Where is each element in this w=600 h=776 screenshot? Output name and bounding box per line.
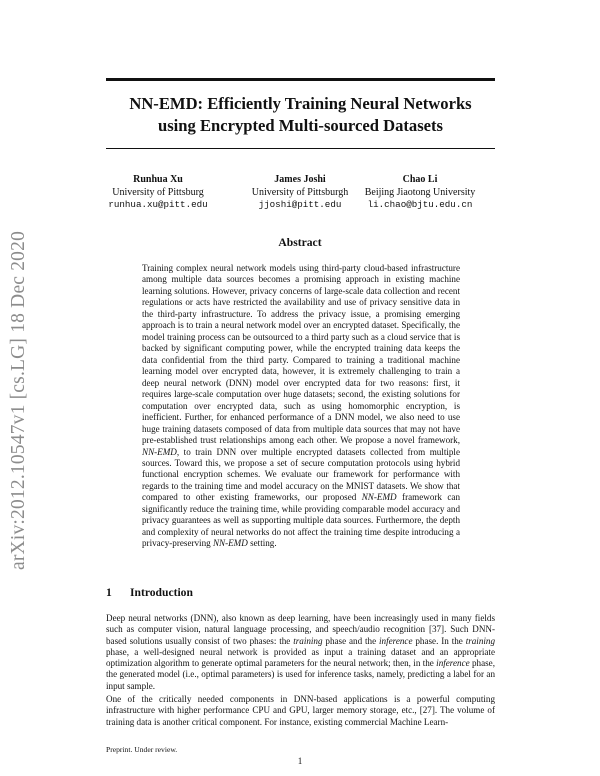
author-email: jjoshi@pitt.edu [258, 199, 342, 210]
author-name: Chao Li [402, 174, 438, 185]
paragraph-text-part: Deep neural networks (DNN), also known as deep learning, have been increasingly used in many fields such as computer vision, natural language processing, and speech/audio recognition [37]. Such DNN-based solutions usually consist of two phases: the [106, 613, 495, 646]
emphasis-training: training [465, 635, 495, 646]
section-title: Introduction [130, 586, 193, 599]
author-james-joshi [240, 174, 360, 212]
intro-paragraph-1 [106, 613, 495, 692]
abstract-text-part: setting. [247, 538, 277, 549]
paragraph-text-part: phase and the [322, 635, 379, 646]
title-line-1: NN-EMD: Efficiently Training Neural Networks [129, 94, 472, 113]
intro-paragraph-2: One of the critically needed components in DNN-based applications is a powerful computing infrastructure with higher performance CPU and GPU, larger memory storage, etc., [27]. The volume of training data is another critical component. For instance, existing commercial Machine Learn- [106, 694, 495, 727]
framework-name-emphasis: NN-EMD [361, 492, 397, 503]
section-number: 1 [106, 586, 112, 599]
author-chao-li [352, 174, 488, 212]
title-bottom-rule [106, 148, 495, 149]
emphasis-inference: inference [436, 658, 470, 669]
author-runhua-xu [108, 174, 208, 212]
title-top-rule [106, 78, 495, 81]
author-email: runhua.xu@pitt.edu [108, 199, 208, 210]
abstract-text [142, 263, 460, 550]
preprint-note: Preprint. Under review. [106, 745, 178, 754]
framework-name-emphasis: NN-EMD [212, 538, 248, 549]
page-number: 1 [297, 756, 303, 766]
section-heading-introduction [106, 586, 193, 599]
author-affiliation: University of Pittsburgh [251, 186, 349, 198]
abstract-text-part: , to train DNN over multiple encrypted datasets collected from multiple sources. Toward this, we propose a set of secure computation protocols using hybrid functional encryption schemes. We evaluate our framework for performance with regards to the training time and model accuracy on the MNIST datasets. We show that compared to other existing frameworks, our proposed [142, 446, 460, 503]
paragraph-text-part: phase, a well-designed neural network is provided as input a training dataset and an appropriate optimization algorithm to generate optimal parameters for the neural network; then, in the [106, 646, 495, 669]
author-email: li.chao@bjtu.edu.cn [367, 199, 473, 210]
framework-name-emphasis: NN-EMD [142, 446, 177, 457]
abstract-text-part: Training complex neural network models using third-party cloud-based infrastructure among multiple data sources becomes a promising approach in existing machine learning solutions. However, privacy concerns of large-scale data collection and recent regulations or acts have restricted the availability and use of privacy sensitive data in the third-party infrastructure. To address the privacy issue, a promising emerging approach is to train a neural network model over an encrypted dataset. Specifically, the model training process can be outsourced to a third party such as a cloud service that is backed by significant computing power, while the encrypted training data keeps the data confidential from the third party. Compared to training a traditional machine learning model over encrypted data, however, it is extremely challenging to train a deep neural network (DNN) model over encrypted data for two reasons: first, it requires large-scale computation over huge datasets; second, the existing solutions for computation over encrypted data, such as using homomorphic encryption, is inefficient. Further, for enhanced performance of a DNN model, we also need to use huge training datasets composed of data from multiple data sources that may not have pre-established trust relationships among each other. We propose a novel framework, [142, 263, 460, 446]
author-name: Runhua Xu [133, 174, 183, 185]
author-name: James Joshi [274, 174, 326, 185]
paper-title [106, 93, 495, 137]
paragraph-text-part: phase. In the [412, 635, 466, 646]
emphasis-inference: inference [379, 635, 413, 646]
abstract-text-part: framework can significantly reduce the training time, while providing comparable model accuracy and privacy guarantees as well as supporting multiple data sources. Furthermore, the depth and complexity of neural networks do not affect the training time despite introducing a privacy-preserving [142, 492, 461, 549]
author-affiliation: University of Pittsburg [112, 186, 204, 198]
arxiv-identifier-stamp: arXiv:2012.10547v1 [cs.LG] 18 Dec 2020 [8, 230, 29, 570]
paragraph-text-part: phase, the generated model (i.e., optimal parameters) is used for inference tasks, namely, predicting a label for an input sample. [106, 658, 495, 691]
title-line-2: using Encrypted Multi-sourced Datasets [157, 116, 444, 135]
author-affiliation: Beijing Jiaotong University [364, 186, 476, 198]
abstract-heading: Abstract [278, 236, 322, 249]
emphasis-training: training [293, 635, 323, 646]
